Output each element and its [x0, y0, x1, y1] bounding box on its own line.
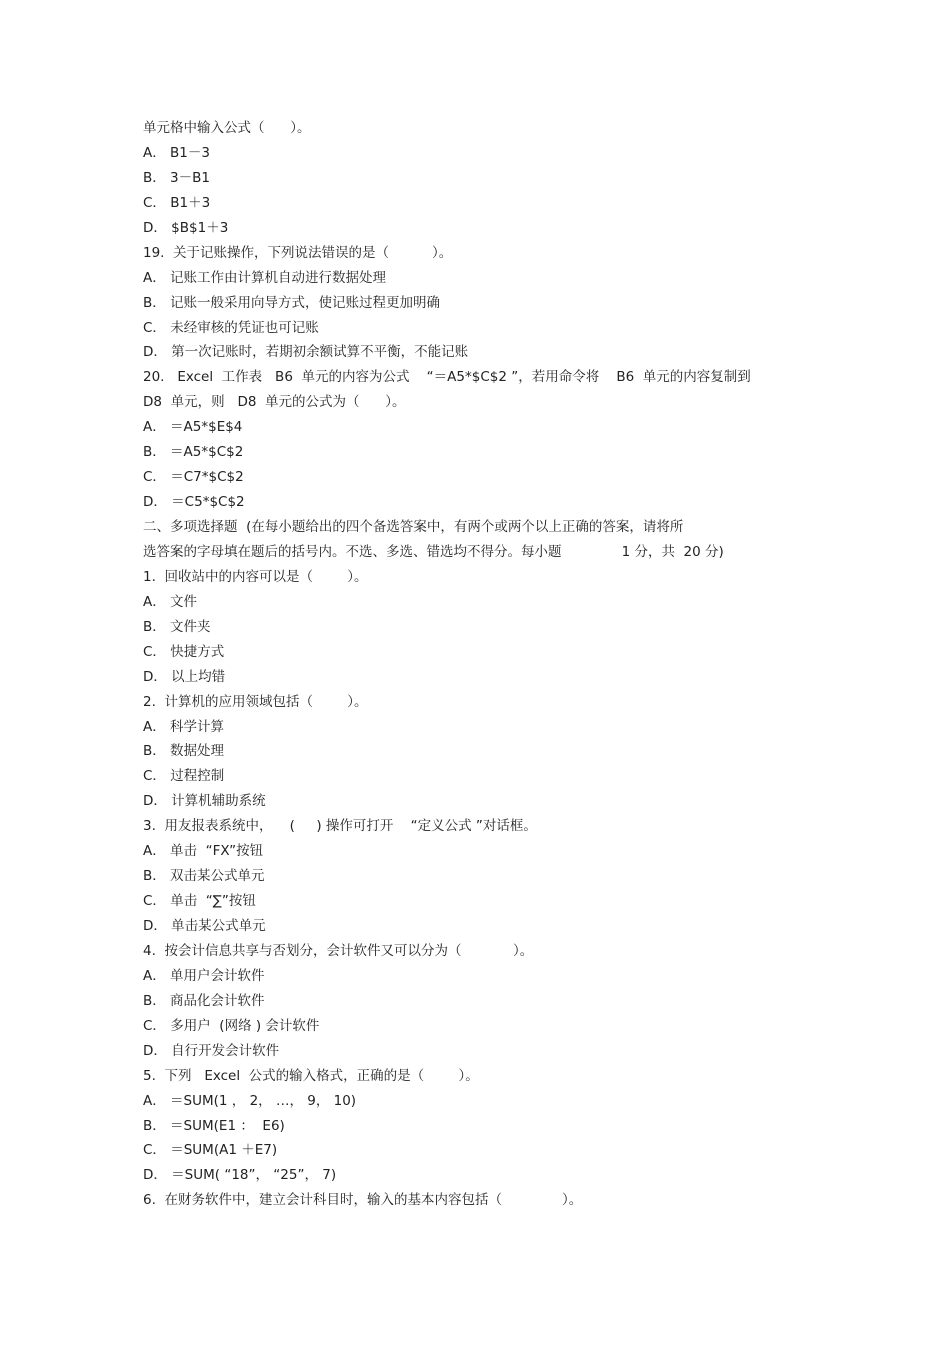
option-line: D． 自行开发会计软件: [143, 1042, 280, 1059]
text-line: 单元格中输入公式（ ）。: [143, 120, 311, 136]
question-6: 6. 在财务软件中，建立会计科目时，输入的基本内容包括（ ）。: [143, 1192, 583, 1209]
option-line: A． 单击 “FX”按钮: [143, 843, 264, 860]
option-line: D． 单击某公式单元: [143, 918, 266, 934]
option-line: B． 双击某公式单元: [143, 868, 265, 885]
option-line: D． 计算机辅助系统: [143, 793, 266, 810]
option-line: A． 科学计算: [143, 718, 225, 735]
question-5: 5. 下列 Excel 公式的输入格式，正确的是（ ）。: [143, 1067, 479, 1084]
section-heading: 二、多项选择题 (在每小题给出的四个备选答案中，有两个或两个以上正确的答案，请将所: [143, 519, 684, 535]
option-line: C． 快捷方式: [143, 643, 225, 660]
option-line: D． ＝SUM( “18”， “25”， 7): [143, 1167, 337, 1184]
option-line: D． ＝C5*$C$2: [143, 494, 245, 511]
option-line: C． 过程控制: [143, 768, 225, 785]
option-line: B． 3－B1: [143, 169, 210, 186]
question-20: 20. Excel 工作表 B6 单元的内容为公式 “＝A5*$C$2 ”，若用命令将 B6 单元的内容复制到: [143, 369, 751, 386]
option-line: B． 数据处理: [143, 743, 225, 760]
option-line: C． 未经审核的凭证也可记账: [143, 319, 319, 336]
option-line: D． $B$1＋3: [143, 219, 229, 236]
question-4: 4. 按会计信息共享与否划分，会计软件又可以分为（ ）。: [143, 942, 534, 959]
document-body: [143, 116, 823, 1213]
option-line: A． B1－3: [143, 144, 210, 161]
option-line: C． ＝SUM(A1 ＋E7): [143, 1142, 278, 1159]
option-line: A． 单用户会计软件: [143, 967, 265, 984]
question-2: 2. 计算机的应用领域包括（ ）。: [143, 693, 368, 710]
option-line: C． 单击 “∑”按钮: [143, 893, 256, 910]
option-line: B． 商品化会计软件: [143, 992, 265, 1009]
option-line: A． ＝A5*$E$4: [143, 419, 243, 436]
question-1: 1. 回收站中的内容可以是（ ）。: [143, 568, 368, 585]
option-line: B． 记账一般采用向导方式，使记账过程更加明确: [143, 294, 441, 311]
option-line: A． 记账工作由计算机自动进行数据处理: [143, 269, 387, 286]
section-heading-cont: 选答案的字母填在题后的括号内。不选、多选、错选均不得分。每小题 1 分，共 20 分): [143, 543, 724, 560]
option-line: A． 文件: [143, 593, 198, 610]
option-line: B． ＝SUM(E1 ： E6): [143, 1117, 285, 1134]
option-line: B． 文件夹: [143, 618, 211, 635]
option-line: C． B1＋3: [143, 194, 211, 211]
option-line: B． ＝A5*$C$2: [143, 444, 244, 461]
question-19: 19. 关于记账操作，下列说法错误的是（ ）。: [143, 244, 453, 261]
option-line: C． ＝C7*$C$2: [143, 469, 244, 486]
option-line: D． 第一次记账时，若期初余额试算不平衡，不能记账: [143, 344, 469, 361]
question-3: 3. 用友报表系统中， ( ) 操作可打开 “定义公式 ”对话框。: [143, 818, 537, 835]
question-20-cont: D8 单元，则 D8 单元的公式为（ ）。: [143, 394, 406, 411]
option-line: A． ＝SUM(1 ， 2， …， 9， 10): [143, 1092, 357, 1109]
option-line: D． 以上均错: [143, 668, 226, 685]
option-line: C． 多用户 (网络 ) 会计软件: [143, 1017, 320, 1034]
